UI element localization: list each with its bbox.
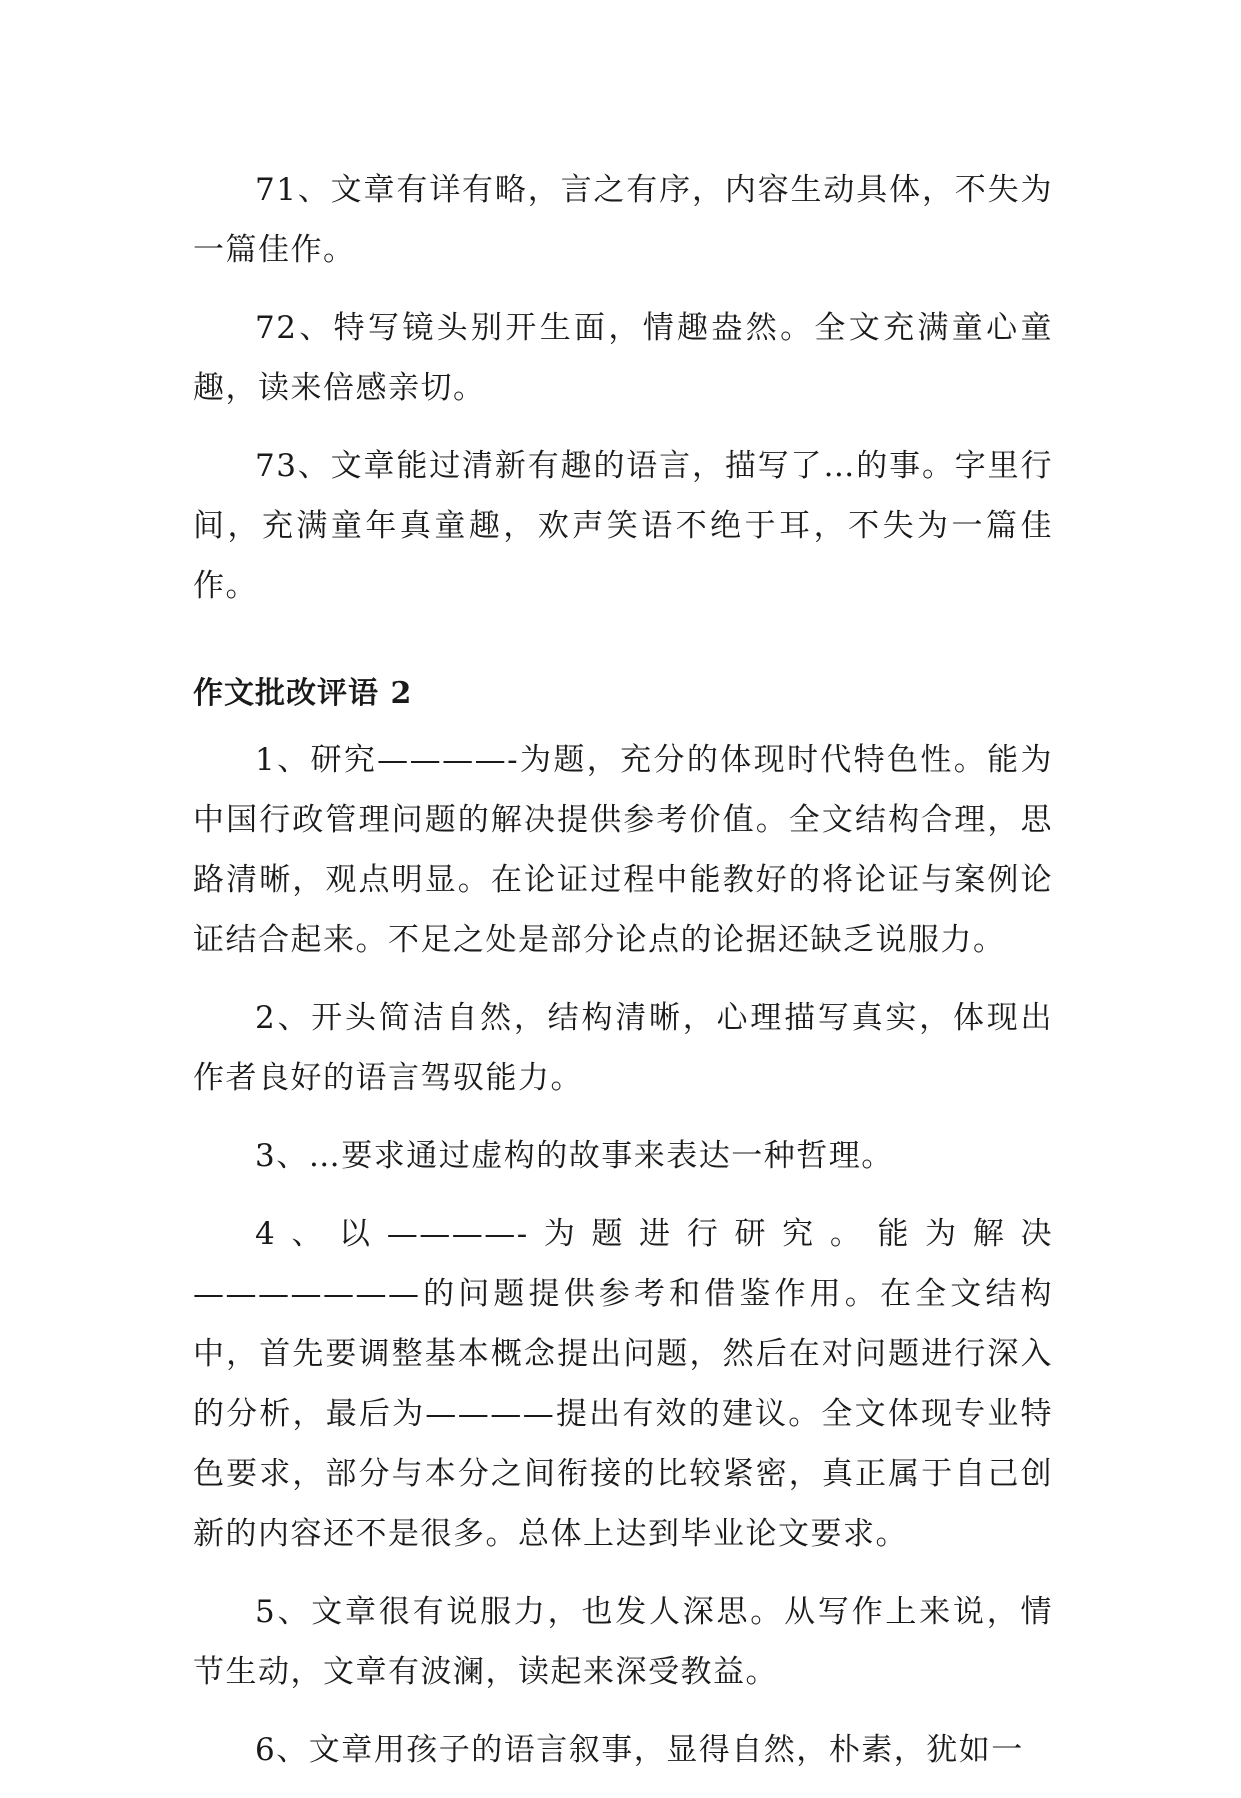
comment-paragraph-71: 71、文章有详有略，言之有序，内容生动具体，不失为一篇佳作。 bbox=[193, 172, 1053, 268]
comment-paragraph-4: 4、以————-为题进行研究。能为解决———————的问题提供参考和借鉴作用。在全文结构中，首先要调整基本概念提出问题，然后在对问题进行深入的分析，最后为————提出有效的建议。全文体现专业特色要求，部分与本分之间衔接的比较紧密，真正属于自己创新的内容还不是很多。总体上达到毕业论文要求。 bbox=[193, 1216, 1053, 1552]
comment-paragraph-2: 2、开头简洁自然，结构清晰，心理描写真实，体现出作者良好的语言驾驭能力。 bbox=[193, 1000, 1053, 1096]
text-column bbox=[193, 160, 1053, 1798]
section-heading: 作文批改评语 2 bbox=[193, 676, 413, 711]
comment-paragraph-5: 5、文章很有说服力，也发人深思。从写作上来说，情节生动，文章有波澜，读起来深受教益。 bbox=[193, 1594, 1053, 1690]
comment-paragraph-6: 6、文章用孩子的语言叙事，显得自然，朴素，犹如一 bbox=[255, 1732, 1024, 1768]
comment-paragraph-3: 3、…要求通过虚构的故事来表达一种哲理。 bbox=[255, 1138, 894, 1174]
comment-paragraph-73: 73、文章能过清新有趣的语言，描写了…的事。字里行间，充满童年真童趣，欢声笑语不绝于耳，不失为一篇佳作。 bbox=[193, 448, 1053, 604]
comment-paragraph-1: 1、研究————-为题，充分的体现时代特色性。能为中国行政管理问题的解决提供参考价值。全文结构合理，思路清晰，观点明显。在论证过程中能教好的将论证与案例论证结合起来。不足之处是部分论点的论据还缺乏说服力。 bbox=[193, 742, 1053, 958]
comment-paragraph-72: 72、特写镜头别开生面，情趣盎然。全文充满童心童趣，读来倍感亲切。 bbox=[193, 310, 1053, 406]
